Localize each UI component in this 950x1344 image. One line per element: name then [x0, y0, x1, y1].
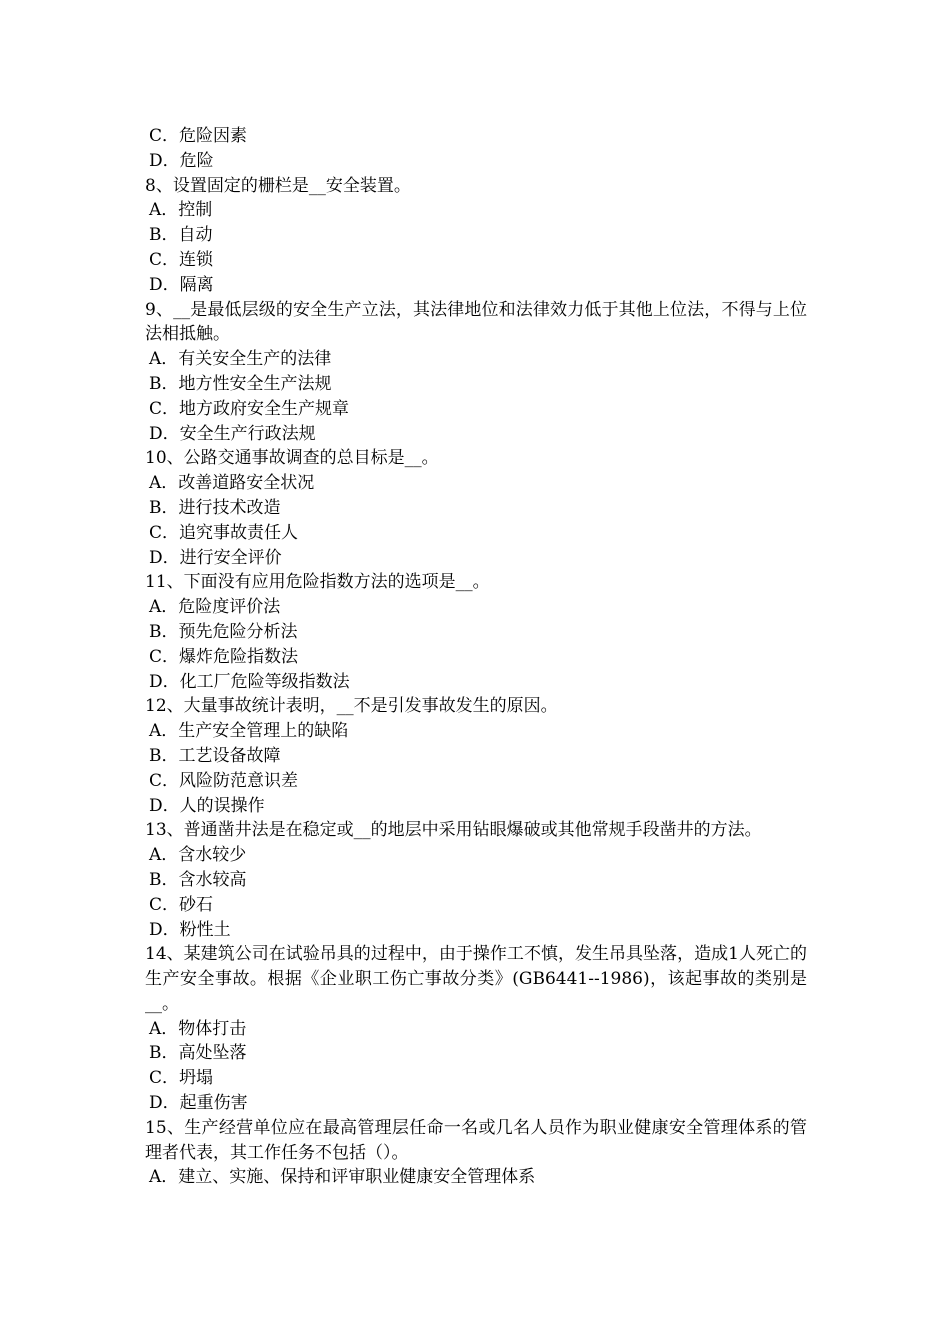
question-text: 11、下面没有应用危险指数方法的选项是__。: [145, 572, 490, 593]
answer-option: D．隔离: [149, 274, 214, 295]
answer-option: A．控制: [149, 200, 213, 221]
answer-option: B．工艺设备故障: [149, 745, 281, 766]
answer-option: A．含水较少: [149, 845, 247, 866]
answer-option: C．砂石: [149, 894, 214, 915]
answer-option: D．危险: [149, 150, 214, 171]
answer-option: D．人的误操作: [149, 795, 265, 816]
answer-option: C．危险因素: [149, 126, 248, 146]
answer-option: A．危险度评价法: [149, 597, 281, 618]
answer-option: B．进行技术改造: [149, 497, 281, 518]
answer-option: B．高处坠落: [149, 1043, 247, 1064]
question-text: 13、普通凿井法是在稳定或__的地层中采用钻眼爆破或其他常规手段凿井的方法。: [145, 820, 762, 841]
question-text: 14、某建筑公司在试验吊具的过程中，由于操作工不慎，发生吊具坠落，造成1人死亡的生产安全事故。根据《企业职工伤亡事故分类》(GB6441--1986)，该起事故的类别是__。: [145, 944, 807, 1014]
answer-option: D．安全生产行政法规: [149, 423, 316, 444]
answer-option: B．预先危险分析法: [149, 621, 298, 642]
answer-option: C．追究事故责任人: [149, 522, 299, 543]
answer-option: C．爆炸危险指数法: [149, 646, 299, 667]
answer-option: A．改善道路安全状况: [149, 473, 315, 494]
answer-option: A．有关安全生产的法律: [149, 349, 332, 370]
answer-option: A．物体打击: [149, 1018, 247, 1039]
answer-option: D．起重伤害: [149, 1093, 248, 1114]
question-text: 15、生产经营单位应在最高管理层任命一名或几名人员作为职业健康安全管理体系的管理者代表，其工作任务不包括（）。: [145, 1117, 807, 1163]
document-body: [145, 124, 807, 1190]
question-text: 9、__是最低层级的安全生产立法，其法律地位和法律效力低于其他上位法，不得与上位法相抵触。: [145, 299, 807, 345]
question-text: 12、大量事故统计表明，__不是引发事故发生的原因。: [145, 696, 558, 717]
answer-option: A．建立、实施、保持和评审职业健康安全管理体系: [149, 1167, 536, 1188]
answer-option: D．进行安全评价: [149, 547, 282, 568]
answer-option: C．坍塌: [149, 1068, 214, 1089]
answer-option: C．地方政府安全生产规章: [149, 398, 350, 419]
answer-option: A．生产安全管理上的缺陷: [149, 721, 349, 742]
answer-option: B．含水较高: [149, 869, 247, 890]
question-text: 8、设置固定的栅栏是__安全装置。: [145, 175, 411, 196]
answer-option: C．风险防范意识差: [149, 770, 299, 791]
answer-option: B．地方性安全生产法规: [149, 373, 332, 394]
answer-option: D．化工厂危险等级指数法: [149, 671, 350, 692]
answer-option: D．粉性土: [149, 919, 231, 940]
answer-option: C．连锁: [149, 249, 214, 270]
answer-option: B．自动: [149, 225, 213, 246]
question-text: 10、公路交通事故调查的总目标是__。: [145, 448, 439, 469]
